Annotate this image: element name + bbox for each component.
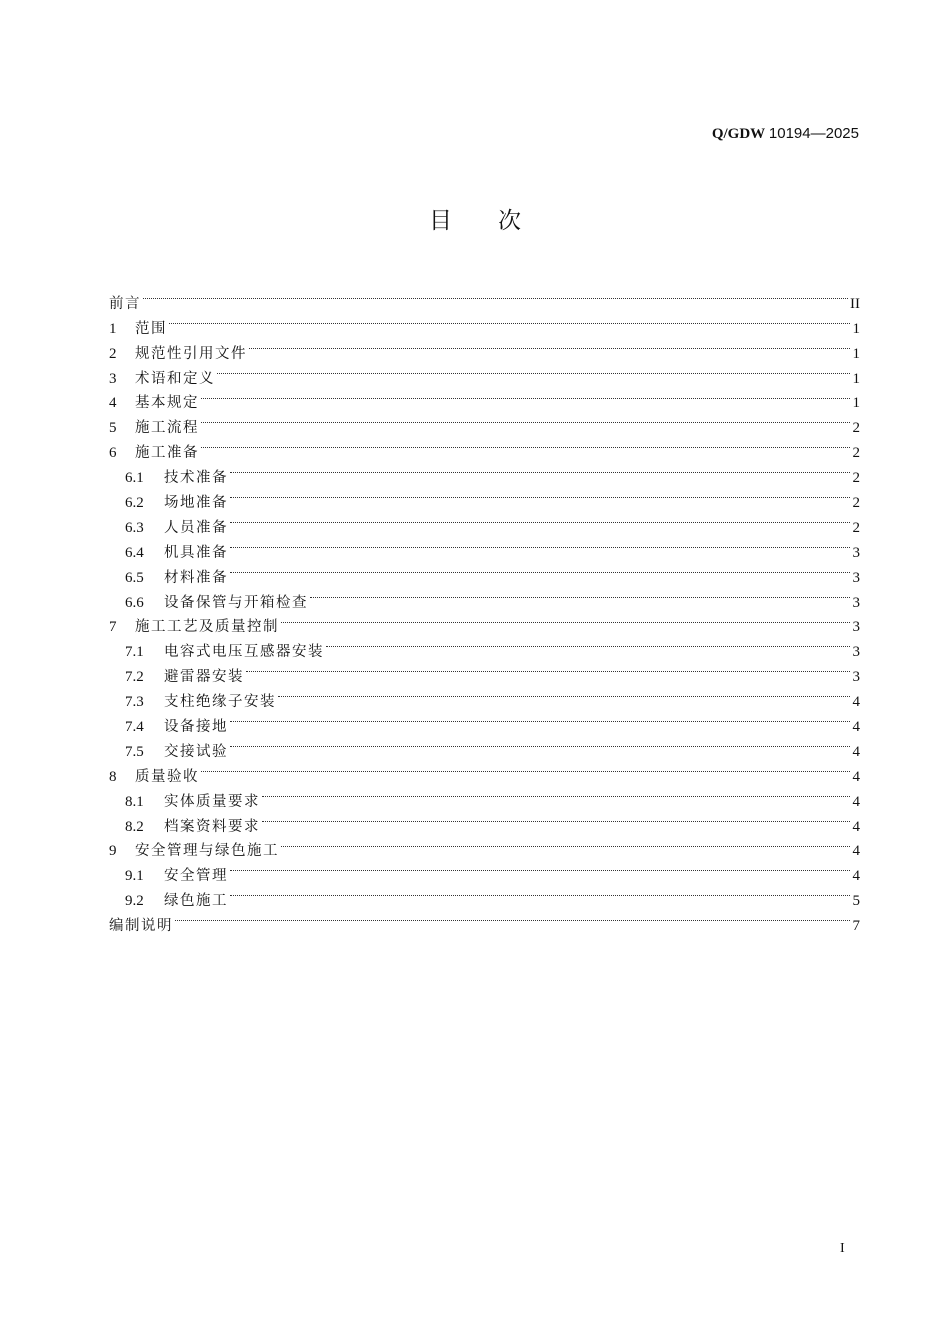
toc-entry-number: 7 <box>109 619 117 636</box>
toc-entry-page: 3 <box>852 544 860 561</box>
toc-dot-leader <box>201 383 850 408</box>
toc-entry[interactable] <box>109 905 860 935</box>
toc-entry-number: 1 <box>109 320 117 337</box>
toc-dot-leader <box>175 905 850 930</box>
toc-dot-leader <box>262 781 850 806</box>
toc-entry-page: 1 <box>852 370 860 387</box>
toc-entry-title: 交接试验 <box>164 743 228 760</box>
toc-entry-number: 2 <box>109 345 117 362</box>
toc-entry-title: 人员准备 <box>164 519 228 536</box>
toc-dot-leader <box>201 432 850 457</box>
toc-entry-title: 技术准备 <box>164 470 228 487</box>
toc-entry-page: 4 <box>852 793 860 810</box>
toc-entry-number: 7.2 <box>125 669 144 686</box>
toc-dot-leader <box>201 407 850 432</box>
toc-dot-leader <box>230 507 850 532</box>
toc-entry-title: 编制说明 <box>109 918 173 935</box>
toc-entry-page: 3 <box>852 669 860 686</box>
toc-dot-leader <box>249 333 850 358</box>
toc-entry-title: 范围 <box>135 320 167 337</box>
toc-entry-page: 7 <box>852 918 860 935</box>
toc-entry[interactable] <box>109 756 860 785</box>
toc-entry-title: 档案资料要求 <box>164 818 260 835</box>
toc-entry-title: 支柱绝缘子安装 <box>164 694 276 711</box>
toc-entry-title: 施工工艺及质量控制 <box>135 619 279 636</box>
toc-entry-number: 6.1 <box>125 470 144 487</box>
toc-entry-number: 9.1 <box>125 868 144 885</box>
toc-dot-leader <box>217 358 850 383</box>
toc-dot-leader <box>246 656 850 681</box>
toc-entry[interactable] <box>109 358 860 387</box>
toc-entry-title: 安全管理 <box>164 868 228 885</box>
toc-entry-page: 2 <box>852 445 860 462</box>
toc-entry-page: 5 <box>852 893 860 910</box>
toc-dot-leader <box>143 283 848 308</box>
page-title: 目次 <box>429 208 567 234</box>
toc-entry-title: 设备保管与开箱检查 <box>164 594 308 611</box>
toc-entry-title: 材料准备 <box>164 569 228 586</box>
toc-entry-title: 设备接地 <box>164 719 228 736</box>
toc-entry-number: 4 <box>109 395 117 412</box>
toc-entry-number: 6.3 <box>125 519 144 536</box>
toc-entry-page: 3 <box>852 644 860 661</box>
toc-entry[interactable] <box>109 407 860 437</box>
toc-entry-title: 场地准备 <box>164 495 228 512</box>
toc-entry[interactable] <box>109 308 860 337</box>
toc-entry-page: 4 <box>852 694 860 711</box>
standard-prefix: Q/GDW <box>711 126 766 142</box>
toc-entry-number: 7.5 <box>125 743 144 760</box>
toc-entry-title: 施工流程 <box>135 420 199 437</box>
toc-dot-leader <box>281 831 850 856</box>
toc-dot-leader <box>230 880 850 905</box>
toc-dot-leader <box>201 756 850 781</box>
toc-entry-page: 4 <box>852 818 860 835</box>
toc-entry-title: 避雷器安装 <box>164 669 244 686</box>
toc-entry-number: 7.1 <box>125 644 144 661</box>
toc-entry-number: 9.2 <box>125 893 144 910</box>
toc-entry-title: 电容式电压互感器安装 <box>164 644 324 661</box>
toc-entry[interactable] <box>109 333 860 362</box>
toc-entry-number: 8.1 <box>125 793 144 810</box>
toc-entry-page: 2 <box>852 519 860 536</box>
toc-entry-number: 6.4 <box>125 544 144 561</box>
toc-entry-title: 基本规定 <box>135 395 199 412</box>
toc-dot-leader <box>230 731 850 756</box>
toc-entry-title: 术语和定义 <box>135 370 215 387</box>
toc-dot-leader <box>230 706 850 731</box>
toc-entry[interactable] <box>109 781 860 810</box>
toc-entry-number: 6.6 <box>125 594 144 611</box>
toc-entry-page: 4 <box>852 743 860 760</box>
toc-entry-page: 2 <box>852 470 860 487</box>
toc-dot-leader <box>281 607 850 632</box>
toc-entry-page: 4 <box>852 843 860 860</box>
toc-entry-title: 绿色施工 <box>164 893 228 910</box>
toc-dot-leader <box>230 557 850 582</box>
toc-dot-leader <box>326 631 850 656</box>
toc-entry-title: 质量验收 <box>135 768 199 785</box>
toc-entry-number: 9 <box>109 843 117 860</box>
toc-entry-number: 5 <box>109 420 117 437</box>
toc-entry-title: 实体质量要求 <box>164 793 260 810</box>
toc-entry-number: 8 <box>109 768 117 785</box>
toc-entry-page: 2 <box>852 495 860 512</box>
toc-entry-page: II <box>850 295 860 312</box>
toc-entry-number: 6.5 <box>125 569 144 586</box>
toc-dot-leader <box>169 308 850 333</box>
toc-entry-page: 1 <box>852 320 860 337</box>
toc-entry-title: 前言 <box>109 295 141 312</box>
toc-entry[interactable] <box>109 457 860 487</box>
toc-entry-page: 4 <box>852 768 860 785</box>
toc-dot-leader <box>278 681 850 706</box>
page-number: I <box>840 1241 845 1256</box>
toc-entry-page: 1 <box>852 395 860 412</box>
toc-entry-title: 施工准备 <box>135 445 199 462</box>
toc-entry-number: 8.2 <box>125 818 144 835</box>
toc-dot-leader <box>230 532 850 557</box>
toc-entry-title: 规范性引用文件 <box>135 345 247 362</box>
toc-entry-page: 1 <box>852 345 860 362</box>
toc-entry-page: 2 <box>852 420 860 437</box>
toc-entry-page: 3 <box>852 619 860 636</box>
toc-entry-title: 安全管理与绿色施工 <box>135 843 279 860</box>
standard-number: 10194—2025 <box>768 125 859 142</box>
toc-dot-leader <box>310 582 850 607</box>
toc-dot-leader <box>230 457 850 482</box>
toc-entry-number: 6 <box>109 445 117 462</box>
standard-code <box>712 124 859 144</box>
toc-entry-page: 3 <box>852 569 860 586</box>
table-of-contents <box>109 283 860 935</box>
toc-entry-number: 7.3 <box>125 694 144 711</box>
toc-entry-page: 4 <box>852 868 860 885</box>
toc-entry[interactable] <box>109 432 860 462</box>
toc-dot-leader <box>230 855 850 880</box>
toc-dot-leader <box>230 482 850 507</box>
toc-dot-leader <box>262 806 850 831</box>
toc-entry-page: 4 <box>852 719 860 736</box>
toc-entry-number: 7.4 <box>125 719 144 736</box>
toc-entry-number: 3 <box>109 370 117 387</box>
toc-entry-number: 6.2 <box>125 495 144 512</box>
toc-entry-title: 机具准备 <box>164 544 228 561</box>
toc-entry[interactable] <box>109 383 860 412</box>
toc-entry-page: 3 <box>852 594 860 611</box>
toc-entry[interactable] <box>109 283 860 312</box>
